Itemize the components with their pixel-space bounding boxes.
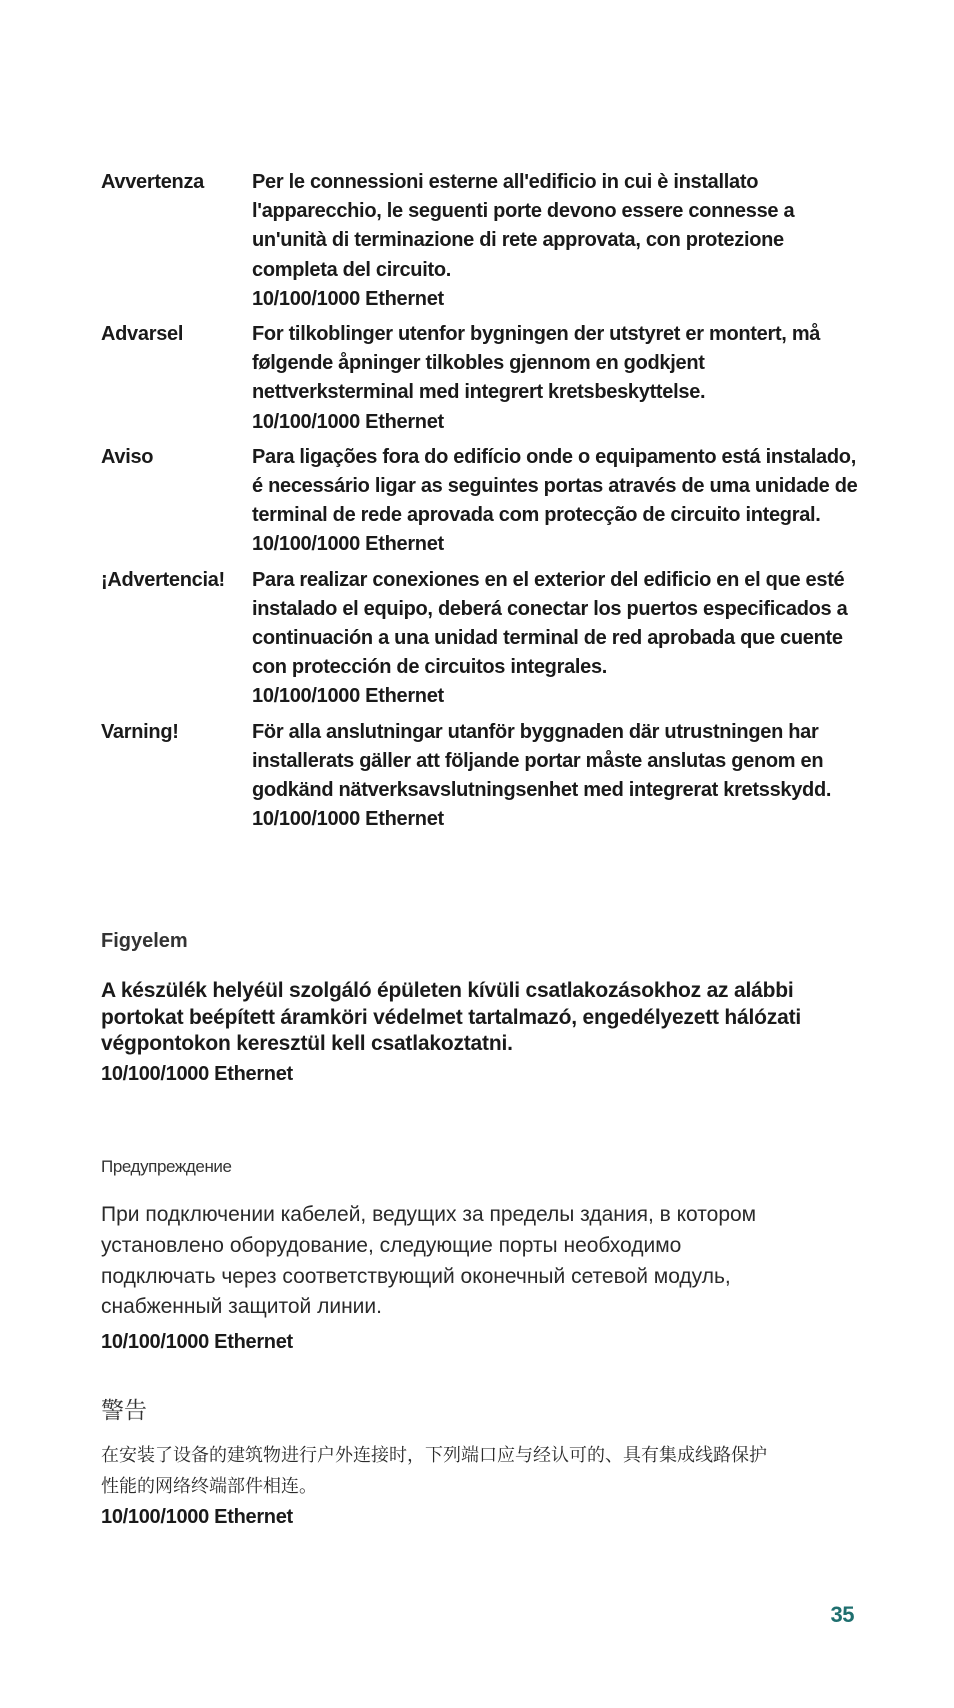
hungarian-warning-body xyxy=(101,978,801,1087)
warning-text: Per le connessioni esterne all'edificio in cui è installato l'apparecchio, le seguenti porte devono essere connesse a un'unità di terminazione di rete approvata, con protezione completa del circuito. xyxy=(252,171,795,281)
chinese-warning-body xyxy=(101,1440,781,1533)
warning-label: Avvertenza xyxy=(101,171,204,193)
warning-body xyxy=(252,718,871,835)
russian-warning-body xyxy=(101,1200,801,1358)
russian-warning-text: При подключении кабелей, ведущих за пределы здания, в котором установлено оборудование, следующие порты необходимо подключать через соответствующий оконечный сетевой модуль, снабженный защитой линии. xyxy=(101,1203,757,1319)
chinese-warning-title: 警告 xyxy=(101,1398,147,1424)
warning-table xyxy=(101,168,871,840)
warning-text: Para realizar conexiones en el exterior del edificio en el que esté instalado el equipo, deberá conectar los puertos especificados a continuación a una unidad terminal de red aprobada que cuente con protección de circuitos integrales. xyxy=(252,568,848,679)
warning-text: För alla anslutningar utanför byggnaden där utrustningen har installerats gäller att följande portar måste anslutas genom en godkänd nätverksavslutningsenhet med integrerat kretsskydd. xyxy=(252,720,832,802)
ethernet-port-label: 10/100/1000 Ethernet xyxy=(101,1506,293,1528)
ethernet-port-label: 10/100/1000 Ethernet xyxy=(252,808,444,831)
warning-label: Varning! xyxy=(101,720,179,743)
ethernet-port-label: 10/100/1000 Ethernet xyxy=(101,1331,293,1354)
hungarian-warning-title: Figyelem xyxy=(101,930,188,952)
warning-body xyxy=(252,566,871,712)
warning-row-pt xyxy=(101,443,871,560)
hungarian-warning-text: A készülék helyéül szolgáló épületen kívüli csatlakozásokhoz az alábbi portokat beépített áramköri védelmet tartalmazó, engedélyezett hálózati végpontokon keresztül kell csatlakoztatni. xyxy=(101,979,801,1055)
warning-label: Aviso xyxy=(101,445,154,468)
warning-label: Advarsel xyxy=(101,323,184,346)
page-number: 35 xyxy=(830,1602,854,1627)
chinese-warning-text: 在安装了设备的建筑物进行户外连接时，下列端口应与经认可的、具有集成线路保护性能的网络终端部件相连。 xyxy=(101,1445,767,1497)
warning-body xyxy=(252,320,871,437)
warning-row-it xyxy=(101,168,871,314)
ethernet-port-label: 10/100/1000 Ethernet xyxy=(252,685,444,708)
warning-text: Para ligações fora do edifício onde o equipamento está instalado, é necessário ligar as seguintes portas através de uma unidade de terminal de rede aprovada com protecção de circuito integral. xyxy=(252,445,858,527)
ethernet-port-label: 10/100/1000 Ethernet xyxy=(252,410,444,433)
warning-body xyxy=(252,168,871,314)
warning-row-es xyxy=(101,566,871,712)
warning-row-no xyxy=(101,320,871,437)
warning-body xyxy=(252,443,871,560)
ethernet-port-label: 10/100/1000 Ethernet xyxy=(252,287,444,310)
ethernet-port-label: 10/100/1000 Ethernet xyxy=(252,533,444,556)
russian-warning-title: Предупреждение xyxy=(101,1157,232,1176)
warning-label: ¡Advertencia! xyxy=(101,568,225,591)
warning-text: For tilkoblinger utenfor bygningen der utstyret er montert, må følgende åpninger tilkobles gjennom en godkjent nettverksterminal med integrert kretsbeskyttelse. xyxy=(252,323,821,404)
ethernet-port-label: 10/100/1000 Ethernet xyxy=(101,1062,293,1085)
warning-row-sv xyxy=(101,718,871,835)
